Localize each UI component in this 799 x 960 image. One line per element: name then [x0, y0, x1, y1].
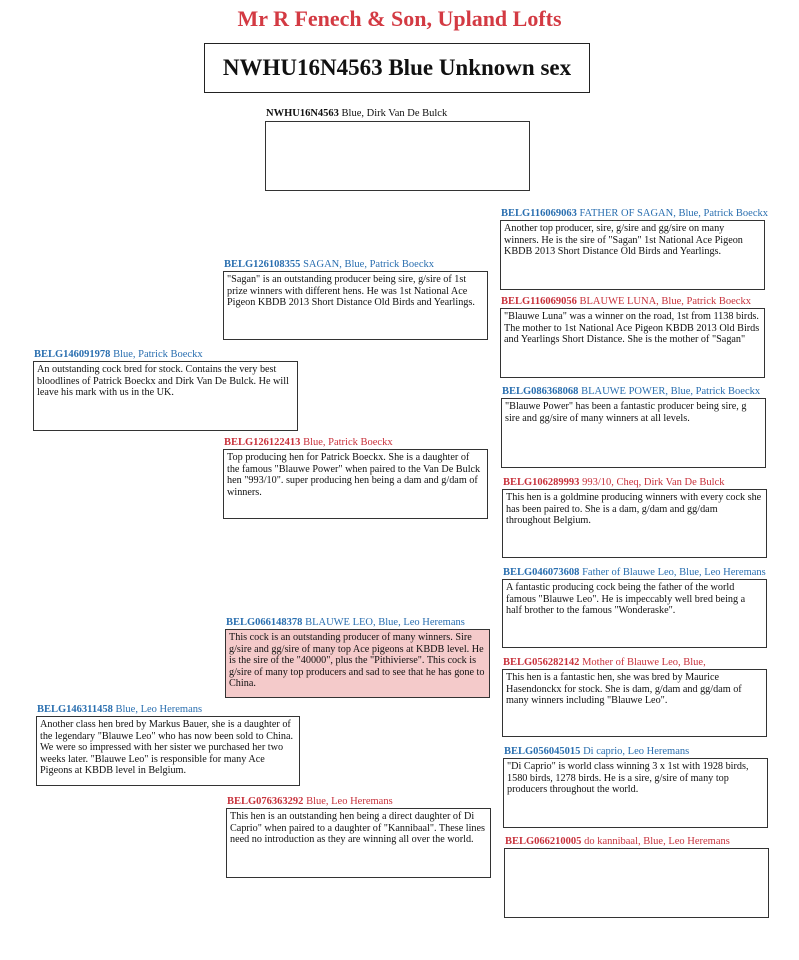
subject-notes — [265, 121, 530, 191]
bird-details: Blue, Leo Heremans — [115, 704, 203, 715]
ddd-notes — [504, 848, 769, 918]
owner-title: Mr R Fenech & Son, Upland Lofts — [237, 6, 562, 31]
ring-number: BELG066148378 — [226, 617, 303, 628]
sd-notes: Top producing hen for Patrick Boeckx. She is a daughter of the famous "Blauwe Power" when paired to the Van De Bulck hen "993/10". super producing hen being a dam and g/dam of winners. — [223, 449, 488, 519]
ssd-notes: "Blauwe Luna" was a winner on the road, 1st from 1138 birds. The mother to 1st National Ace Pigeon KBDB 2013 Old Birds and Yearlings Short Distance. She is the mother of "Sagan" — [500, 308, 765, 378]
dam-header — [37, 704, 202, 715]
dds-notes: "Di Caprio" is world class winning 3 x 1st with 1928 birds, 1580 birds, 1278 birds. He is a sire, g/sire of many top producers throughout the world. — [503, 758, 768, 828]
bird-details: Blue, Patrick Boeckx — [113, 349, 203, 360]
ring-number: BELG106289993 — [503, 477, 580, 488]
dsd-notes: This hen is a fantastic hen, she was bred by Maurice Hasendonckx for stock. She is dam, g/dam and gg/dam of many winners including "Blauwe Leo". — [502, 669, 767, 737]
ring-number: BELG076363292 — [227, 796, 304, 807]
bird-details: do kannibaal, Blue, Leo Heremans — [584, 836, 730, 847]
bird-details: FATHER OF SAGAN, Blue, Patrick Boeckx — [579, 208, 768, 219]
ring-number: BELG116069063 — [501, 208, 577, 219]
ring-number: BELG046073608 — [503, 567, 580, 578]
ring-number: BELG126108355 — [224, 259, 301, 270]
dds-header — [504, 746, 689, 757]
ds-header — [226, 617, 465, 628]
ds-notes: This cock is an outstanding producer of many winners. Sire g/sire and gg/sire of many top Ace pigeons at KBDB level. He is the sire of the "40000", plus the "Pithivierse". This cock is g/sire of many top producers and sad to see that he has gone to China. — [225, 629, 490, 698]
bird-details: BLAUWE LUNA, Blue, Patrick Boeckx — [579, 296, 751, 307]
ring-number: BELG146091978 — [34, 349, 111, 360]
ring-number: BELG146311458 — [37, 704, 113, 715]
bird-details: Mother of Blauwe Leo, Blue, — [582, 657, 706, 668]
ring-number: BELG056282142 — [503, 657, 580, 668]
bird-details: Blue, Dirk Van De Bulck — [341, 108, 448, 119]
ring-number: NWHU16N4563 — [266, 108, 339, 119]
dsd-header — [503, 657, 706, 668]
sss-header — [501, 208, 768, 219]
sss-notes: Another top producer, sire, g/sire and gg/sire on many winners. He is the sire of "Sagan" 1st National Ace Pigeon KBDB 2013 Short Distance Old Birds and Yearlings. — [500, 220, 765, 290]
ring-number: BELG116069056 — [501, 296, 577, 307]
bird-details: Father of Blauwe Leo, Blue, Leo Heremans — [582, 567, 766, 578]
bird-details: BLAUWE POWER, Blue, Patrick Boeckx — [581, 386, 761, 397]
ddd-header — [505, 836, 730, 847]
bird-title: NWHU16N4563 Blue Unknown sex — [204, 43, 590, 93]
ring-number: BELG066210005 — [505, 836, 582, 847]
sd-header — [224, 437, 393, 448]
ring-number: BELG056045015 — [504, 746, 581, 757]
sire-notes: An outstanding cock bred for stock. Contains the very best bloodlines of Patrick Boeckx and Dirk Van De Bulck. He will leave his mark with us in the UK. — [33, 361, 298, 431]
ss-header — [224, 259, 434, 270]
ss-notes: "Sagan" is an outstanding producer being sire, g/sire of 1st prize winners with different hens. He was 1st National Ace Pigeon KBDB 2013 Short Distance Old Birds and Yearlings. — [223, 271, 488, 340]
dd-notes: This hen is an outstanding hen being a direct daughter of Di Caprio" when paired to a daughter of "Kannibaal". These lines need no introduction as they are winning all over the world. — [226, 808, 491, 878]
bird-details: BLAUWE LEO, Blue, Leo Heremans — [305, 617, 465, 628]
ring-number: BELG086368068 — [502, 386, 579, 397]
dd-header — [227, 796, 393, 807]
ssd-header — [501, 296, 751, 307]
bird-details: 993/10, Cheq, Dirk Van De Bulck — [582, 477, 725, 488]
sire-header — [34, 349, 203, 360]
sdd-notes: This hen is a goldmine producing winners with every cock she has been paired to. She is a dam, g/dam and gg/dam throughout Belgium. — [502, 489, 767, 558]
bird-details: Blue, Patrick Boeckx — [303, 437, 393, 448]
sds-notes: "Blauwe Power" has been a fantastic producer being sire, g sire and gg/sire of many winners at all levels. — [501, 398, 766, 468]
dss-header — [503, 567, 766, 578]
ring-number: BELG126122413 — [224, 437, 301, 448]
sdd-header — [503, 477, 724, 488]
subject-header — [266, 108, 447, 119]
bird-details: Blue, Leo Heremans — [306, 796, 393, 807]
dam-notes: Another class hen bred by Markus Bauer, she is a daughter of the legendary "Blauwe Leo" who has now been sold to China. We were so impressed with her sister we purchased her two weeks later. "Blauwe Leo" is responsible for many Ace Pigeons at KBDB level in Belgium. — [36, 716, 300, 786]
dss-notes: A fantastic producing cock being the father of the world famous "Blauwe Leo". He is impeccably well bred being a half brother to the famous "Wonderaske". — [502, 579, 767, 648]
bird-details: SAGAN, Blue, Patrick Boeckx — [303, 259, 435, 270]
bird-details: Di caprio, Leo Heremans — [583, 746, 690, 757]
sds-header — [502, 386, 760, 397]
